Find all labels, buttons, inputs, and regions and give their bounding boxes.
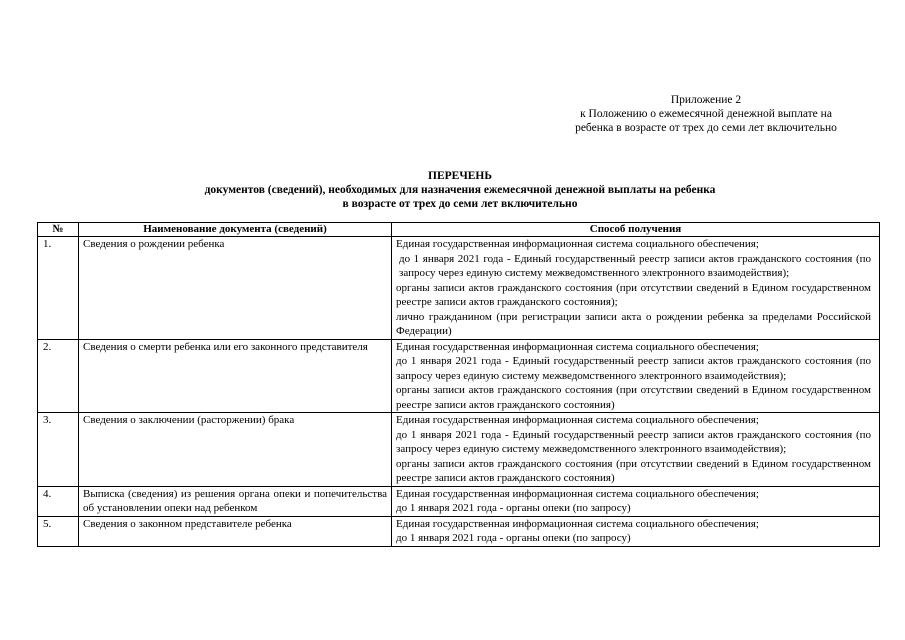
method-line: Единая государственная информационная система социального обеспечения;	[396, 517, 759, 530]
row-number: 5.	[38, 516, 79, 546]
method-line: органы записи актов гражданского состояния (при отсутствии сведений в Едином государственном реестре записи актов гражданского состояния)	[396, 457, 871, 484]
table-row	[38, 516, 880, 546]
table-header-row	[38, 223, 880, 237]
column-header-method: Способ получения	[392, 223, 880, 237]
method-line: лично гражданином (при регистрации записи акта о рождении ребенка за пределами Российской Федерации)	[396, 310, 871, 337]
document-name: Выписка (сведения) из решения органа опеки и попечительства об установлении опеки над ребенком	[79, 486, 392, 516]
column-header-document-name: Наименование документа (сведений)	[79, 223, 392, 237]
appendix-reference-line2: ребенка в возрасте от трех до семи лет включительно	[575, 122, 837, 134]
table-row	[38, 339, 880, 413]
row-number: 1.	[38, 237, 79, 340]
method-line: Единая государственная информационная система социального обеспечения;	[396, 414, 759, 426]
document-name: Сведения о законном представителе ребенка	[79, 516, 392, 546]
column-header-number: №	[38, 223, 79, 237]
method-line: Единая государственная информационная система социального обеспечения;	[396, 340, 759, 353]
document-name: Сведения о заключении (расторжении) брака	[79, 413, 392, 487]
document-heading	[40, 169, 880, 211]
appendix-note	[540, 93, 872, 135]
method-cell	[392, 339, 880, 413]
method-line: до 1 января 2021 года - Единый государственный реестр записи актов гражданского состояния (по запросу через единую систему межведомственного электронного взаимодействия);	[396, 355, 871, 382]
document-title: ПЕРЕЧЕНЬ	[428, 170, 492, 182]
document-subtitle-line2: в возрасте от трех до семи лет включительно	[342, 198, 578, 210]
row-number: 4.	[38, 486, 79, 516]
table-row	[38, 486, 880, 516]
method-line: до 1 января 2021 года - Единый государственный реестр записи актов гражданского состояния (по запросу через единую систему межведомственного электронного взаимодействия);	[396, 428, 871, 455]
method-line: до 1 января 2021 года - органы опеки (по запросу)	[396, 502, 631, 514]
document-name: Сведения о смерти ребенка или его законного представителя	[79, 339, 392, 413]
table-row	[38, 237, 880, 340]
method-line: органы записи актов гражданского состояния (при отсутствии сведений в Едином государственном реестре записи актов гражданского состояния)	[396, 384, 871, 411]
method-cell	[392, 486, 880, 516]
method-cell	[392, 516, 880, 546]
appendix-number: Приложение 2	[670, 94, 742, 106]
appendix-reference-line1: к Положению о ежемесячной денежной выплате на	[580, 108, 832, 120]
method-line: до 1 января 2021 года - органы опеки (по запросу)	[396, 532, 631, 544]
method-line: Единая государственная информационная система социального обеспечения;	[396, 487, 759, 500]
documents-table	[37, 222, 880, 547]
method-line: Единая государственная информационная система социального обеспечения;	[396, 238, 759, 250]
document-name: Сведения о рождении ребенка	[79, 237, 392, 340]
table-row	[38, 413, 880, 487]
method-line: до 1 января 2021 года - Единый государственный реестр записи актов гражданского состояния (по запросу через единую систему межведомственного электронного взаимодействия);	[399, 252, 871, 279]
document-subtitle-line1: документов (сведений), необходимых для назначения ежемесячной денежной выплаты на ребенка	[204, 184, 716, 196]
method-cell	[392, 237, 880, 340]
row-number: 3.	[38, 413, 79, 487]
method-line: органы записи актов гражданского состояния (при отсутствии сведений в Едином государственном реестре записи актов гражданского состояния);	[396, 281, 871, 308]
method-cell	[392, 413, 880, 487]
row-number: 2.	[38, 339, 79, 413]
